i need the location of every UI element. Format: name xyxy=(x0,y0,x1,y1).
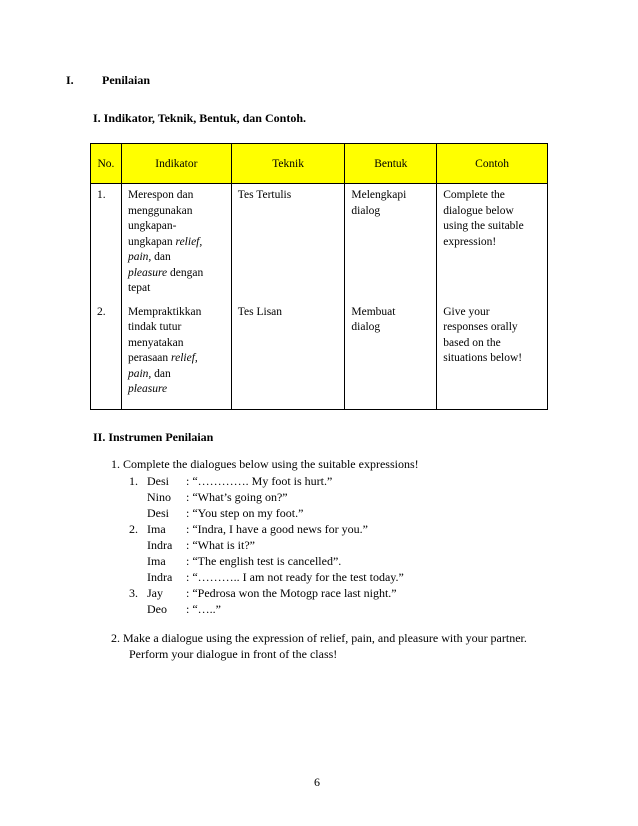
cell-contoh: Give your responses orally based on the situations below! xyxy=(437,301,548,410)
cell-indikator: Mempraktikkan tindak tutur menyatakan perasaan relief, pain, dan pleasure xyxy=(121,301,231,410)
task-2-line-1: 2. Make a dialogue using the expression of relief, pain, and pleasure with your partner. xyxy=(111,631,527,645)
assessment-table xyxy=(90,143,548,410)
page-number: 6 xyxy=(314,775,320,789)
table-row xyxy=(91,184,548,301)
cell-no: 1. xyxy=(91,184,122,301)
subheading: I. Indikator, Teknik, Bentuk, dan Contoh. xyxy=(93,111,306,125)
header-teknik: Teknik xyxy=(231,144,345,184)
section-title: Penilaian xyxy=(102,73,151,87)
header-no: No. xyxy=(91,144,122,184)
table-header-row xyxy=(91,144,548,184)
cell-bentuk: Melengkapi dialog xyxy=(345,184,437,301)
task-2-line-2: Perform your dialogue in front of the class! xyxy=(129,647,338,661)
cell-indikator: Merespon dan menggunakan ungkapan- ungkapan relief, pain, dan pleasure dengan tepat xyxy=(121,184,231,301)
cell-no: 2. xyxy=(91,301,122,410)
cell-contoh: Complete the dialogue below using the suitable expression! xyxy=(437,184,548,301)
header-indikator: Indikator xyxy=(121,144,231,184)
section-number: I. xyxy=(66,73,74,87)
table-row xyxy=(91,301,548,410)
cell-teknik: Tes Lisan xyxy=(231,301,345,410)
cell-bentuk: Membuat dialog xyxy=(345,301,437,410)
cell-teknik: Tes Tertulis xyxy=(231,184,345,301)
instrumen-heading: II. Instrumen Penilaian xyxy=(93,430,214,444)
task-1: 1. Complete the dialogues below using the suitable expressions! xyxy=(111,457,419,471)
header-contoh: Contoh xyxy=(437,144,548,184)
header-bentuk: Bentuk xyxy=(345,144,437,184)
